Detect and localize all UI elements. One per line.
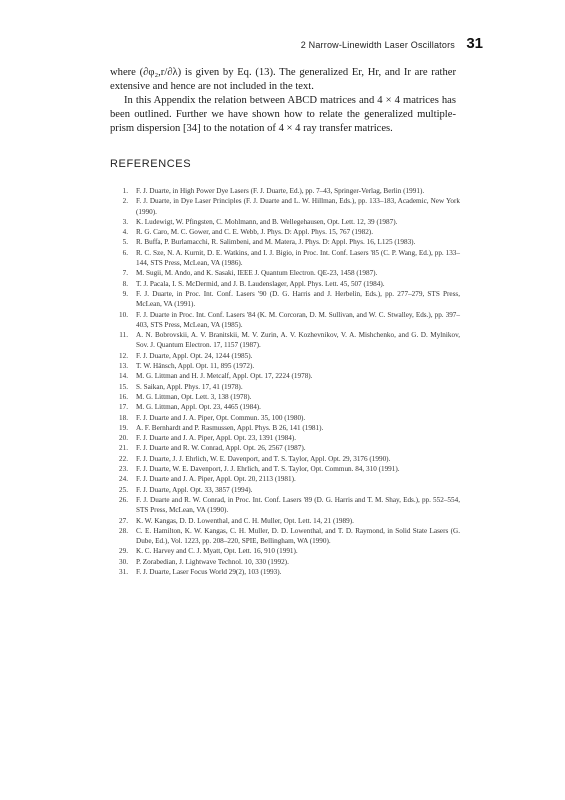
reference-number: 12. — [119, 351, 128, 360]
reference-number: 3. — [122, 217, 128, 226]
reference-item — [110, 279, 460, 289]
text-line: In this Appendix the relation between ABCD matrices and 4 × 4 matrices has — [124, 95, 456, 106]
reference-item — [110, 237, 460, 247]
reference-item — [110, 268, 460, 278]
reference-list — [110, 186, 460, 577]
page-header — [0, 36, 565, 56]
reference-item — [110, 433, 460, 443]
reference-item — [110, 443, 460, 453]
reference-number: 9. — [122, 289, 128, 298]
reference-text: F. J. Duarte and J. A. Piper, Opt. Commun. 35, 100 (1980). — [136, 413, 306, 422]
reference-number: 21. — [119, 444, 128, 453]
reference-text: F. J. Duarte and R. W. Conrad, Appl. Opt. 26, 2567 (1987). — [136, 444, 306, 453]
reference-number: 18. — [119, 413, 128, 422]
reference-number: 5. — [122, 238, 128, 247]
reference-text: M. G. Littman, Appl. Opt. 23, 4465 (1984). — [136, 403, 261, 412]
reference-number: 2. — [122, 197, 128, 206]
reference-number: 30. — [119, 557, 128, 566]
reference-number: 10. — [119, 310, 128, 319]
reference-item — [110, 196, 460, 217]
reference-number: 19. — [119, 423, 128, 432]
reference-item — [110, 310, 460, 331]
reference-item — [110, 526, 460, 547]
reference-item — [110, 382, 460, 392]
reference-item — [110, 351, 460, 361]
text-line: been outlined. Further we have shown how to relate the generalized multiple- — [110, 109, 456, 120]
reference-text: R. Buffa, P. Burlamacchi, R. Salimbeni, and M. Matera, J. Phys. D: Appl. Phys. 16, L125 (1983). — [136, 238, 416, 247]
reference-item — [110, 227, 460, 237]
reference-text: F. J. Duarte and R. W. Conrad, in Proc. Int. Conf. Lasers '89 (D. G. Harris and T. M. Shay, Eds.), pp. 552–554, STS Press, McLean, VA (1990). — [136, 495, 460, 515]
reference-item — [110, 423, 460, 433]
reference-text: C. E. Hamilton, K. W. Kangas, C. H. Muller, D. D. Lowenthal, and T. D. Raymond, in Solid State Lasers (G. Dube, Ed.), Vol. 1223, pp. 208–220, SPIE, Bellingham, WA (1990). — [136, 526, 460, 546]
reference-number: 22. — [119, 454, 128, 463]
reference-text: F. J. Duarte, W. E. Davenport, J. J. Ehrlich, and T. S. Taylor, Opt. Commun. 84, 310 (1991). — [136, 465, 400, 474]
reference-item — [110, 567, 460, 577]
reference-text: T. J. Pacala, I. S. McDermid, and J. B. Laudenslager, Appl. Phys. Lett. 45, 507 (1984). — [136, 279, 385, 288]
text-line: where (∂φ₂,r/∂λ) is given by Eq. (13). The generalized Er, Hr, and Ir are rather — [110, 67, 456, 78]
reference-number: 8. — [122, 279, 128, 288]
reference-number: 17. — [119, 403, 128, 412]
reference-number: 13. — [119, 362, 128, 371]
reference-item — [110, 248, 460, 269]
references-heading: REFERENCES — [110, 158, 192, 170]
reference-text: F. J. Duarte and J. A. Piper, Appl. Opt. 23, 1391 (1984). — [136, 434, 297, 443]
reference-text: F. J. Duarte, Laser Focus World 29(2), 103 (1993). — [136, 567, 282, 576]
reference-item — [110, 289, 460, 310]
reference-text: R. C. Sze, N. A. Kurnit, D. E. Watkins, and I. J. Bigio, in Proc. Int. Conf. Lasers '85 (C. P. Wang, Ed.), pp. 133–144, STS Press, McLean, VA (1986). — [136, 248, 460, 268]
page-number: 31 — [466, 35, 483, 52]
reference-item — [110, 546, 460, 556]
reference-item — [110, 186, 460, 196]
reference-text: P. Zorabedian, J. Lightwave Technol. 10, 330 (1992). — [136, 557, 289, 566]
reference-item — [110, 402, 460, 412]
reference-text: M. G. Littman, Opt. Lett. 3, 138 (1978). — [136, 392, 252, 401]
reference-number: 14. — [119, 372, 128, 381]
reference-text: K. W. Kangas, D. D. Lowenthal, and C. H. Muller, Opt. Lett. 14, 21 (1989). — [136, 516, 354, 525]
reference-number: 15. — [119, 382, 128, 391]
reference-text: F. J. Duarte, Appl. Opt. 24, 1244 (1985). — [136, 351, 253, 360]
reference-text: M. G. Littman and H. J. Metcalf, Appl. Opt. 17, 2224 (1978). — [136, 372, 313, 381]
reference-item — [110, 495, 460, 516]
paragraph — [110, 94, 456, 136]
running-head: 2 Narrow-Linewidth Laser Oscillators — [300, 40, 455, 50]
reference-item — [110, 217, 460, 227]
reference-number: 7. — [122, 269, 128, 278]
reference-item — [110, 485, 460, 495]
reference-text: A. F. Bernhardt and P. Rasmussen, Appl. Phys. B 26, 141 (1981). — [136, 423, 324, 432]
reference-number: 16. — [119, 392, 128, 401]
reference-text: F. J. Duarte, in High Power Dye Lasers (F. J. Duarte, Ed.), pp. 7–43, Springer-Verlag, Berlin (1991). — [136, 187, 425, 195]
reference-text: F. J. Duarte in Proc. Int. Conf. Lasers '84 (K. M. Corcoran, D. M. Sullivan, and W. C. Stwalley, Eds.), pp. 397–403, STS Press, McLean, VA (1985). — [136, 310, 460, 329]
reference-item — [110, 413, 460, 423]
reference-text: M. Sugii, M. Ando, and K. Sasaki, IEEE J. Quantum Electron. QE-23, 1458 (1987). — [136, 269, 378, 278]
reference-item — [110, 516, 460, 526]
reference-text: S. Saikan, Appl. Phys. 17, 41 (1978). — [136, 382, 243, 391]
reference-text: T. W. Hänsch, Appl. Opt. 11, 895 (1972). — [136, 362, 255, 371]
reference-number: 1. — [122, 187, 128, 195]
reference-item — [110, 474, 460, 484]
reference-number: 27. — [119, 516, 128, 525]
reference-text: F. J. Duarte, J. J. Ehrlich, W. E. Davenport, and T. S. Taylor, Appl. Opt. 29, 3176 (1990). — [136, 454, 391, 463]
reference-text: F. J. Duarte, in Proc. Int. Conf. Lasers '90 (D. G. Harris and J. Herbelin, Eds.), pp. 277–279, STS Press, McLean, VA (1991). — [136, 289, 460, 309]
appendix-text — [110, 66, 456, 136]
reference-number: 31. — [119, 567, 128, 576]
reference-text: R. G. Caro, M. C. Gower, and C. E. Webb, J. Phys. D: Appl. Phys. 15, 767 (1982). — [136, 228, 373, 237]
reference-number: 25. — [119, 485, 128, 494]
reference-item — [110, 392, 460, 402]
reference-number: 4. — [122, 228, 128, 237]
reference-item — [110, 464, 460, 474]
reference-number: 24. — [119, 475, 128, 484]
reference-text: F. J. Duarte, in Dye Laser Principles (F. J. Duarte and L. W. Hillman, Eds.), pp. 133–183, Academic, New York (1990). — [136, 197, 460, 216]
reference-item — [110, 371, 460, 381]
reference-item — [110, 361, 460, 371]
reference-item — [110, 330, 460, 351]
reference-number: 23. — [119, 465, 128, 474]
reference-text: F. J. Duarte, Appl. Opt. 33, 3857 (1994). — [136, 485, 253, 494]
reference-number: 26. — [119, 495, 128, 504]
reference-number: 28. — [119, 526, 128, 535]
reference-number: 29. — [119, 547, 128, 556]
reference-number: 6. — [122, 248, 128, 257]
paragraph — [110, 66, 456, 94]
reference-text: A. N. Bobrovskii, A. V. Branitskii, M. V. Zurin, A. V. Kozhevnikov, V. A. Mishchenko, and G. D. Mylnikov, Sov. J. Quantum Electron. 17, 1157 (1987). — [136, 331, 460, 350]
reference-number: 20. — [119, 434, 128, 443]
reference-text: K. C. Harvey and C. J. Myatt, Opt. Lett. 16, 910 (1991). — [136, 547, 298, 556]
text-line: prism dispersion [34] to the notation of 4 × 4 ray transfer matrices. — [110, 123, 393, 134]
reference-item — [110, 454, 460, 464]
reference-item — [110, 557, 460, 567]
reference-text: K. Ludewigt, W. Pfingsten, C. Mohlmann, and B. Wellegehausen, Opt. Lett. 12, 39 (1987). — [136, 217, 398, 226]
reference-number: 11. — [119, 331, 128, 340]
text-line: extensive and hence are not included in the text. — [110, 81, 314, 92]
reference-text: F. J. Duarte and J. A. Piper, Appl. Opt. 20, 2113 (1981). — [136, 475, 296, 484]
